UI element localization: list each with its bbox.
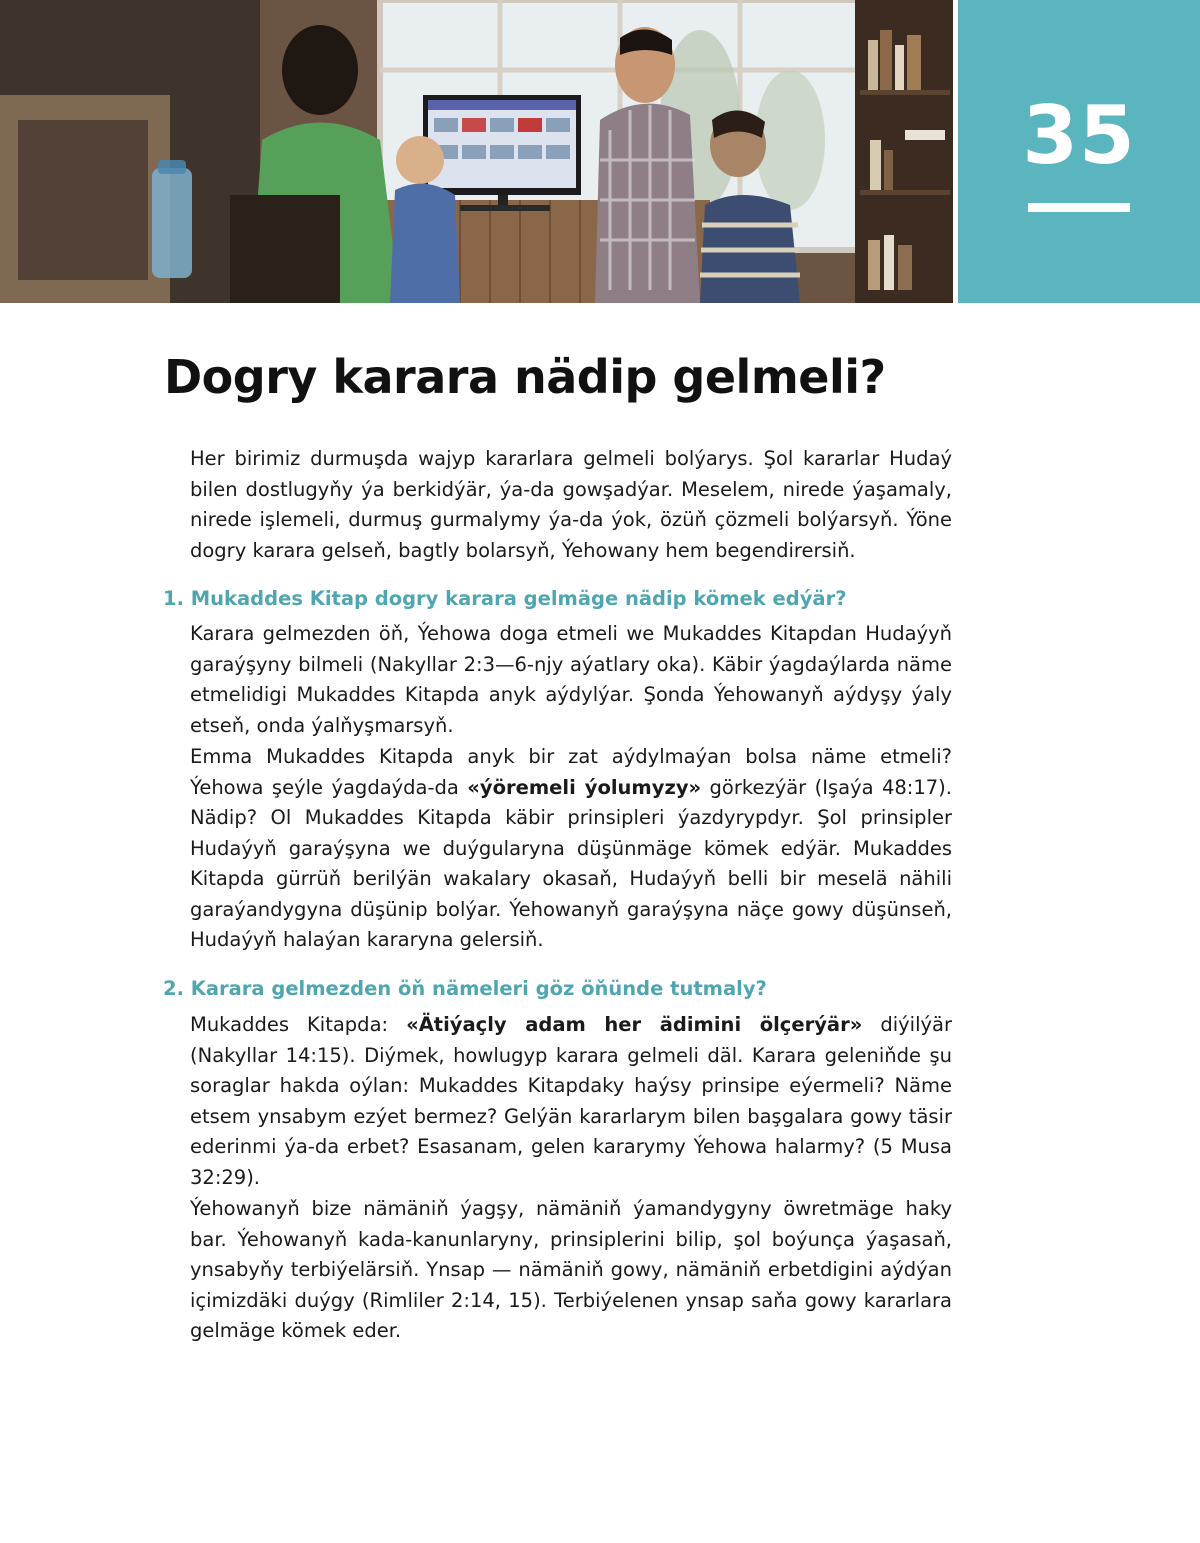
header-photo [0, 0, 953, 303]
section-1-paragraph-2 [190, 742, 952, 956]
lesson-number-underline [1028, 203, 1130, 212]
lesson-number-panel [958, 0, 1200, 303]
section-2-paragraph-1-lead: Mukaddes Kitapda: [190, 1013, 407, 1036]
question-heading-2: 2. Karara gelmezden öň nämeleri göz öňünde tutmaly? [163, 977, 767, 1000]
section-2-paragraph-2: Ýehowanyň bize nämäniň ýagşy, nämäniň ýamandygyny öwretmäge haky bar. Ýehowanyň kada-kanunlaryny, prinsiplerini bilip, şol boýunça ýaşasaň, ynsabyňy terbiýelärsiň. Ynsap — nämäniň gowy, nämäniň erbetdigini aýdýan içimizdäki duýgy (Rimliler 2:14, 15). Terbiýelenen ynsap saňa gowy kararlara gelmäge kömek eder. [190, 1197, 952, 1342]
scripture-quote-emphasis: «ýöremeli ýolumyzy» [467, 775, 702, 799]
question-heading-1: 1. Mukaddes Kitap dogry karara gelmäge nädip kömek edýär? [163, 587, 847, 610]
section-2-paragraph-1 [190, 1010, 952, 1193]
section-1-paragraph-2-rest: görkezýär (Işaýa 48:17). Nädip? Ol Mukaddes Kitapda käbir prinsipleri ýazdyrypdyr. Şol prinsipler Hudaýyň garaýşyna we duýgularyna düşünmäge kömek edýär. Mukaddes Kitapda gürrüň berilýän wakalary okasaň, Hudaýyň belli bir meselä nähili garaýandygyna düşünip bolýar. Ýehowanyň garaýşyna näçe gowy düşünseň, Hudaýyň halaýan kararyna gelersiň. [190, 775, 952, 951]
section-1-paragraph-1: Karara gelmezden öň, Ýehowa doga etmeli we Mukaddes Kitapdan Hudaýyň garaýşyny bilmeli (Nakyllar 2:3—6-njy aýatlary oka). Käbir ýagdaýlarda näme etmelidigi Mukaddes Kitapda anyk aýdylýar. Şonda Ýehowanyň aýdyşy ýaly etseň, onda ýalňyşmarsyň. [190, 622, 952, 737]
lesson-number: 35 [1022, 89, 1136, 182]
page-title: Dogry karara nädip gelmeli? [164, 350, 886, 404]
intro-paragraph: Her birimiz durmuşda wajyp kararlara gelmeli bolýarys. Şol kararlar Hudaý bilen dostlugyňy ýa berkidýär, ýa-da gowşadýar. Meselem, nirede ýaşamaly, nirede işlemeli, durmuş gurmalymy ýa-da ýok, özüň çözmeli bolýarsyň. Ýöne dogry karara gelseň, bagtly bolarsyň, Ýehowany hem begendirersiň. [190, 447, 952, 562]
section-1-paragraph-2-lead: Emma Mukaddes Kitapda anyk bir zat aýdylmaýan bolsa näme etmeli? Ýehowa şeýle ýagdaýda-da [190, 745, 952, 799]
proverb-quote-emphasis: «Ätiýaçly adam her ädimini ölçerýär» [406, 1013, 863, 1036]
section-2-paragraph-1-rest: diýilýär (Nakyllar 14:15). Diýmek, howlugyp karara gelmeli däl. Karara geleniňde şu soraglar hakda oýlan: Mukaddes Kitapdaky haýsy prinsipe eýermeli? Näme etsem ynsabym ezýet bermez? Gelýän kararlarym bilen başgalara gowy täsir ederinmi ýa-da erbet? Esasanam, gelen kararymy Ýehowa halarmy? (5 Musa 32:29). [190, 1013, 953, 1189]
